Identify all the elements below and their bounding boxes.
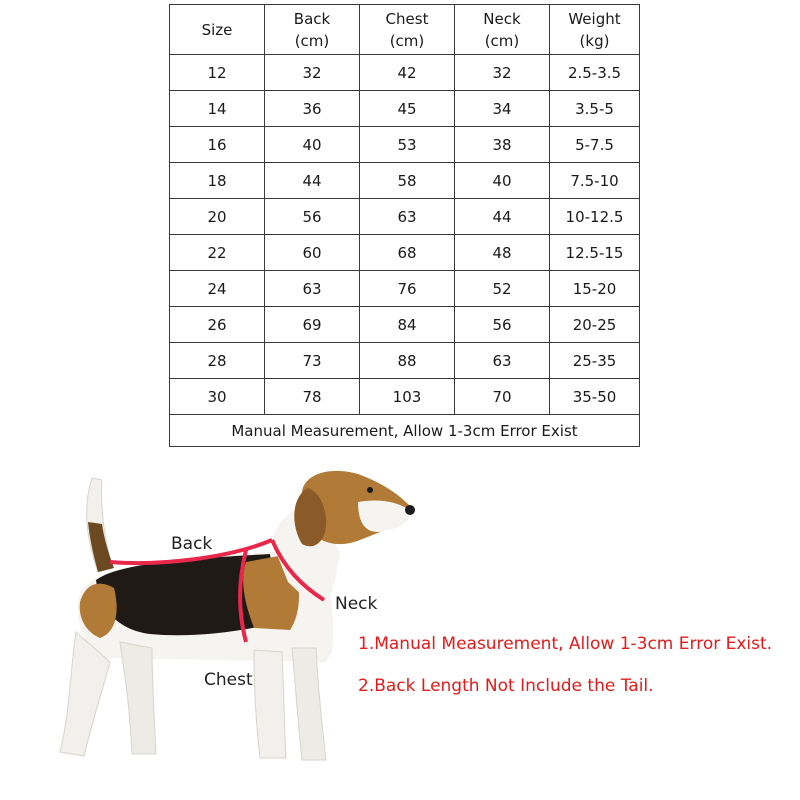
col-header-weight: Weight (kg) (550, 5, 640, 55)
table-row (170, 379, 640, 415)
dog-illustration (40, 462, 420, 792)
table-row (170, 343, 640, 379)
table-row (170, 307, 640, 343)
cell-size: 20 (170, 199, 265, 235)
cell-weight: 7.5-10 (550, 163, 640, 199)
cell-size: 22 (170, 235, 265, 271)
cell-neck: 38 (455, 127, 550, 163)
cell-size: 24 (170, 271, 265, 307)
cell-back: 32 (265, 55, 360, 91)
cell-chest: 42 (360, 55, 455, 91)
table-row (170, 235, 640, 271)
cell-chest: 63 (360, 199, 455, 235)
cell-neck: 48 (455, 235, 550, 271)
cell-weight: 2.5-3.5 (550, 55, 640, 91)
size-chart-table (169, 4, 640, 447)
dog-measurement-diagram (40, 462, 420, 792)
cell-chest: 68 (360, 235, 455, 271)
measurement-note: Manual Measurement, Allow 1-3cm Error Exist (170, 415, 640, 447)
table-header-row (170, 5, 640, 55)
cell-chest: 84 (360, 307, 455, 343)
cell-weight: 12.5-15 (550, 235, 640, 271)
table-row (170, 127, 640, 163)
chest-label: Chest (204, 670, 253, 690)
back-label: Back (171, 534, 213, 554)
cell-back: 40 (265, 127, 360, 163)
cell-back: 36 (265, 91, 360, 127)
dog-tail-base (88, 522, 114, 572)
cell-weight: 5-7.5 (550, 127, 640, 163)
dog-eye (367, 487, 373, 493)
cell-chest: 88 (360, 343, 455, 379)
cell-size: 30 (170, 379, 265, 415)
cell-neck: 70 (455, 379, 550, 415)
cell-size: 12 (170, 55, 265, 91)
cell-back: 44 (265, 163, 360, 199)
cell-back: 73 (265, 343, 360, 379)
cell-neck: 56 (455, 307, 550, 343)
table-row (170, 55, 640, 91)
cell-size: 18 (170, 163, 265, 199)
table-row (170, 271, 640, 307)
cell-size: 16 (170, 127, 265, 163)
note-manual-measurement: 1.Manual Measurement, Allow 1-3cm Error Exist. (358, 634, 773, 654)
cell-back: 63 (265, 271, 360, 307)
table-row (170, 199, 640, 235)
cell-weight: 10-12.5 (550, 199, 640, 235)
neck-label: Neck (335, 594, 378, 614)
cell-neck: 40 (455, 163, 550, 199)
dog-front-leg-2 (292, 648, 326, 760)
dog-nose (405, 505, 415, 515)
table-footer-row (170, 415, 640, 447)
col-header-neck: Neck (cm) (455, 5, 550, 55)
cell-neck: 34 (455, 91, 550, 127)
col-header-size: Size (170, 5, 265, 55)
cell-size: 28 (170, 343, 265, 379)
dog-front-leg (254, 650, 286, 758)
cell-size: 26 (170, 307, 265, 343)
cell-neck: 44 (455, 199, 550, 235)
col-header-back: Back (cm) (265, 5, 360, 55)
cell-chest: 103 (360, 379, 455, 415)
dog-hind-leg-2 (120, 642, 156, 754)
cell-size: 14 (170, 91, 265, 127)
cell-chest: 58 (360, 163, 455, 199)
cell-back: 56 (265, 199, 360, 235)
table-row (170, 163, 640, 199)
cell-back: 78 (265, 379, 360, 415)
table-row (170, 91, 640, 127)
cell-weight: 3.5-5 (550, 91, 640, 127)
cell-neck: 32 (455, 55, 550, 91)
cell-weight: 35-50 (550, 379, 640, 415)
cell-weight: 15-20 (550, 271, 640, 307)
cell-chest: 45 (360, 91, 455, 127)
cell-weight: 20-25 (550, 307, 640, 343)
col-header-chest: Chest (cm) (360, 5, 455, 55)
cell-weight: 25-35 (550, 343, 640, 379)
cell-neck: 63 (455, 343, 550, 379)
note-back-length: 2.Back Length Not Include the Tail. (358, 676, 654, 696)
cell-chest: 76 (360, 271, 455, 307)
cell-back: 60 (265, 235, 360, 271)
cell-chest: 53 (360, 127, 455, 163)
cell-back: 69 (265, 307, 360, 343)
cell-neck: 52 (455, 271, 550, 307)
